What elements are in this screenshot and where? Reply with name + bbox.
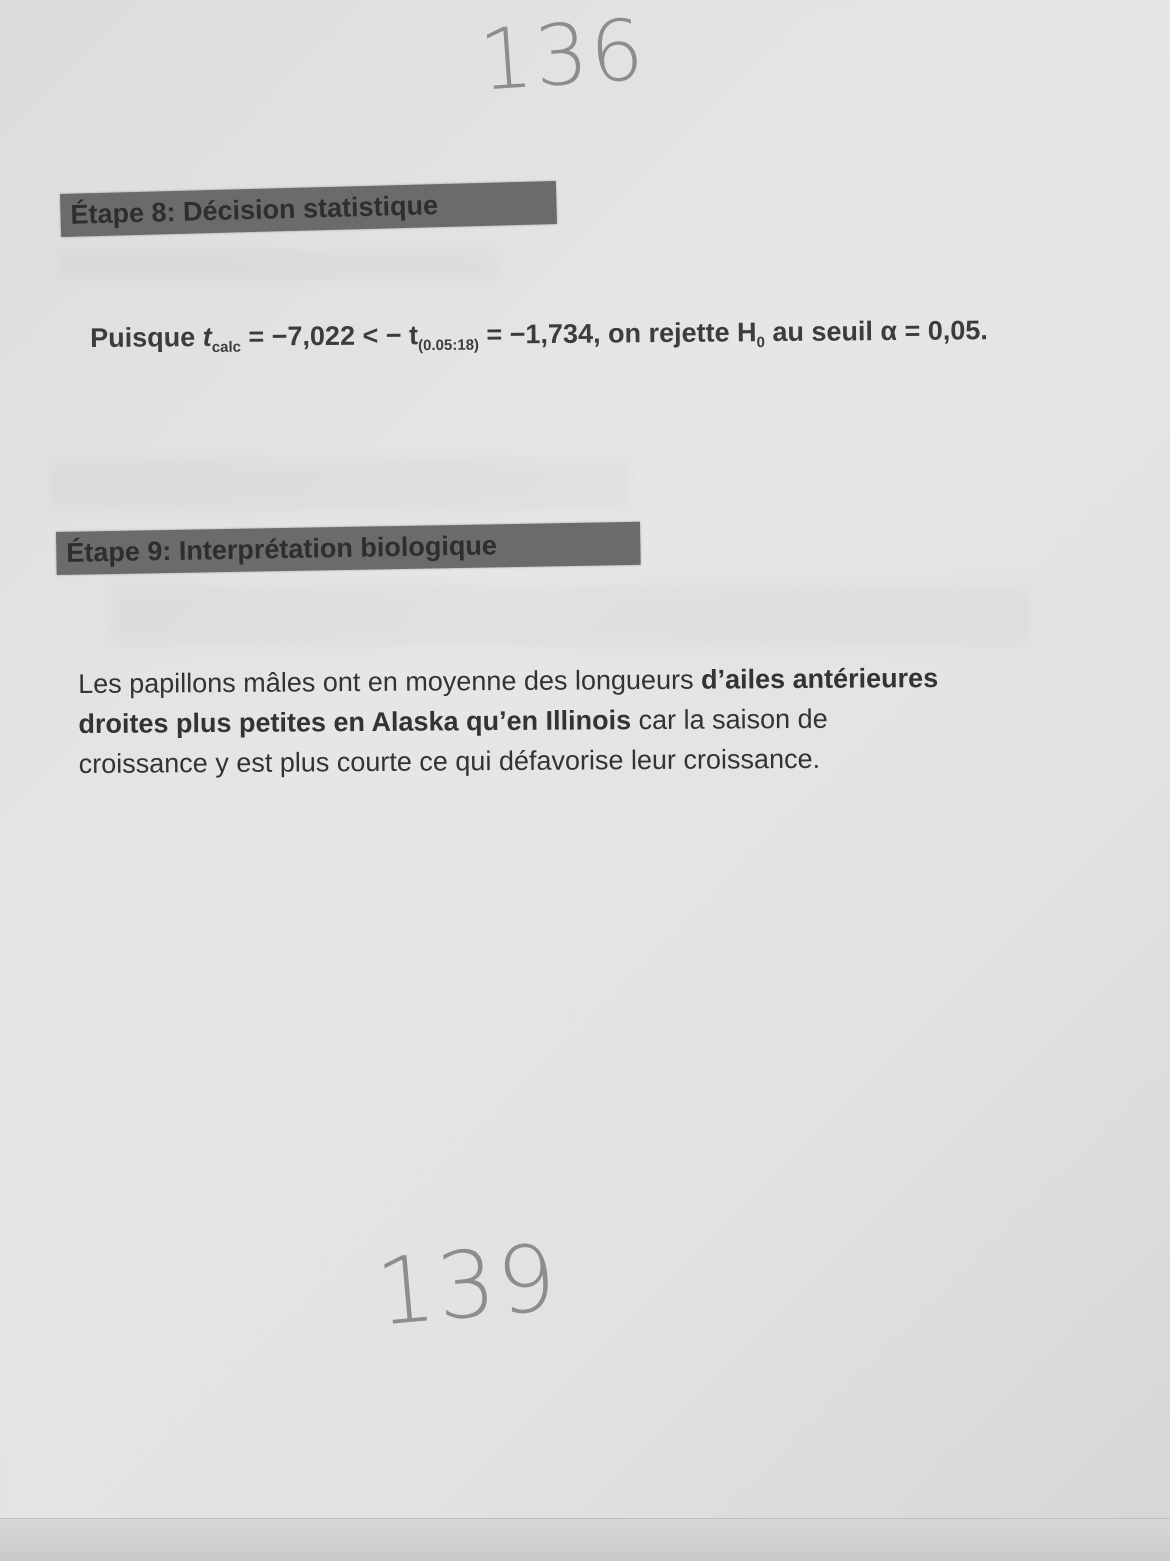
statistical-decision-text <box>90 309 1150 369</box>
decision-part: au seuil α = 0,05. <box>764 315 988 348</box>
interpretation-bold-text: droites plus petites en Alaska qu’en Illinois <box>78 705 632 739</box>
decision-part: = −1,734, on rejette H <box>478 317 757 350</box>
interpretation-normal-text: Les papillons mâles ont en moyenne des longueurs <box>78 664 702 699</box>
t-critical-subscript: (0.05:18) <box>418 336 480 355</box>
interpretation-normal-text: croissance y est plus courte ce qui défavorise leur croissance. <box>78 743 821 779</box>
biological-interpretation-text <box>78 656 1159 784</box>
interpretation-line-3 <box>79 736 1159 784</box>
step-9-heading: Étape 9: Interprétation biologique <box>56 522 641 575</box>
step-8-heading: Étape 8: Décision statistique <box>60 181 557 237</box>
bleed-through-text <box>50 460 630 510</box>
handwritten-page-number-top: 136 <box>476 0 649 110</box>
bleed-through-text <box>60 250 500 280</box>
page-bottom-edge <box>0 1518 1170 1561</box>
interpretation-normal-text: car la saison de <box>630 703 828 736</box>
t-symbol: t <box>202 321 212 353</box>
interpretation-bold-text: d’ailes antérieures <box>700 662 939 695</box>
decision-part: Puisque <box>90 322 203 353</box>
handwritten-page-number-bottom: 139 <box>372 1224 563 1347</box>
bleed-through-text <box>110 586 1030 646</box>
h0-subscript: 0 <box>756 334 766 352</box>
decision-part: = −7,022 < − t <box>240 320 419 352</box>
t-calc-subscript: calc <box>211 338 242 356</box>
